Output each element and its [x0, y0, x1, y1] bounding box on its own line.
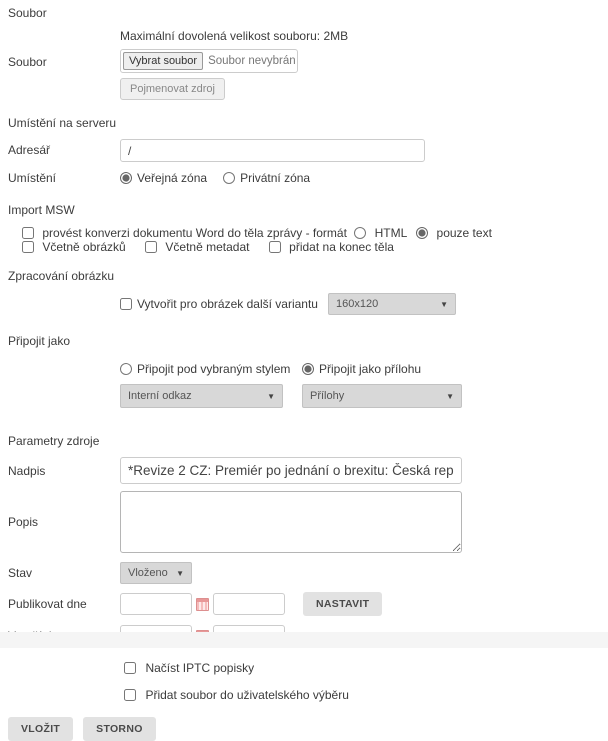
radio-attach-under-style[interactable]: Připojit pod vybraným stylem	[120, 362, 302, 376]
title-field-label: Nadpis	[8, 463, 46, 478]
chevron-down-icon: ▼	[440, 299, 448, 309]
section-title-attach-as: Připojit jako	[8, 334, 71, 348]
set-date-button[interactable]: NASTAVIT	[303, 592, 382, 616]
description-label: Popis	[8, 515, 39, 529]
publish-date-label: Publikovat dne	[8, 597, 87, 611]
choose-file-button[interactable]: Vybrat soubor	[123, 52, 203, 70]
chevron-down-icon: ▼	[267, 391, 275, 401]
state-label: Stav	[8, 566, 33, 580]
checkbox-include-images[interactable]: Včetně obrázků	[22, 240, 129, 254]
radio-private-zone[interactable]: Privátní zóna	[223, 171, 310, 185]
state-select[interactable]: Vloženo ▼	[120, 562, 192, 584]
title-input[interactable]	[120, 457, 462, 484]
directory-input[interactable]	[120, 139, 425, 162]
radio-format-plaintext-input[interactable]	[416, 227, 428, 239]
checkbox-word-convert[interactable]: provést konverzi dokumentu Word do těla zprávy - formát	[22, 226, 350, 240]
checkbox-word-convert-input[interactable]	[22, 227, 34, 239]
cancel-button[interactable]: STORNO	[83, 717, 156, 741]
location-label: Umístění	[8, 171, 57, 185]
section-title-params: Parametry zdroje	[8, 434, 100, 448]
section-title-image-processing: Zpracování obrázku	[8, 269, 115, 283]
checkbox-include-metadata[interactable]: Včetně metadat	[145, 240, 253, 254]
checkbox-user-selection-input[interactable]	[124, 689, 136, 701]
section-title-soubor: Soubor	[8, 6, 47, 20]
checkbox-user-selection[interactable]: Přidat soubor do uživatelského výběru	[124, 686, 349, 704]
max-file-size-note: Maximální dovolená velikost souboru: 2MB	[120, 29, 349, 43]
radio-format-html[interactable]: HTML	[354, 226, 410, 240]
calendar-icon[interactable]	[196, 598, 209, 611]
attachment-select[interactable]: Přílohy ▼	[302, 384, 462, 408]
image-variant-select[interactable]: 160x120 ▼	[328, 293, 456, 315]
submit-button[interactable]: VLOŽIT	[8, 717, 73, 741]
chevron-down-icon: ▼	[446, 391, 454, 401]
radio-private-zone-input[interactable]	[223, 172, 235, 184]
radio-attach-under-style-input[interactable]	[120, 363, 132, 375]
radio-public-zone-input[interactable]	[120, 172, 132, 184]
directory-label: Adresář	[8, 143, 51, 157]
section-title-import-msw: Import MSW	[8, 203, 75, 217]
no-file-chosen-text: Soubor nevybrán	[208, 55, 296, 67]
checkbox-append-to-body[interactable]: přidat na konec těla	[269, 240, 394, 254]
checkbox-image-variant-input[interactable]	[120, 298, 132, 310]
file-input[interactable]	[120, 49, 298, 73]
footer-strip	[0, 632, 608, 648]
chevron-down-icon: ▼	[176, 568, 184, 578]
checkbox-image-variant[interactable]: Vytvořit pro obrázek další variantu	[120, 297, 318, 311]
radio-format-plaintext[interactable]: pouze text	[416, 226, 492, 240]
description-textarea[interactable]	[120, 491, 462, 553]
checkbox-iptc-input[interactable]	[124, 662, 136, 674]
publish-date-input[interactable]	[120, 593, 192, 615]
radio-attach-as-attachment-input[interactable]	[302, 363, 314, 375]
name-resource-button[interactable]: Pojmenovat zdroj	[120, 78, 225, 100]
checkbox-include-images-input[interactable]	[22, 241, 34, 253]
checkbox-append-to-body-input[interactable]	[269, 241, 281, 253]
radio-public-zone[interactable]: Veřejná zóna	[120, 171, 207, 185]
file-field-label: Soubor	[8, 55, 47, 69]
checkbox-iptc[interactable]: Načíst IPTC popisky	[124, 659, 254, 677]
radio-format-html-input[interactable]	[354, 227, 366, 239]
style-select[interactable]: Interní odkaz ▼	[120, 384, 283, 408]
section-title-umisteni: Umístění na serveru	[8, 116, 117, 130]
radio-attach-as-attachment[interactable]: Připojit jako přílohu	[302, 362, 421, 376]
checkbox-include-metadata-input[interactable]	[145, 241, 157, 253]
publish-time-input[interactable]	[213, 593, 285, 615]
